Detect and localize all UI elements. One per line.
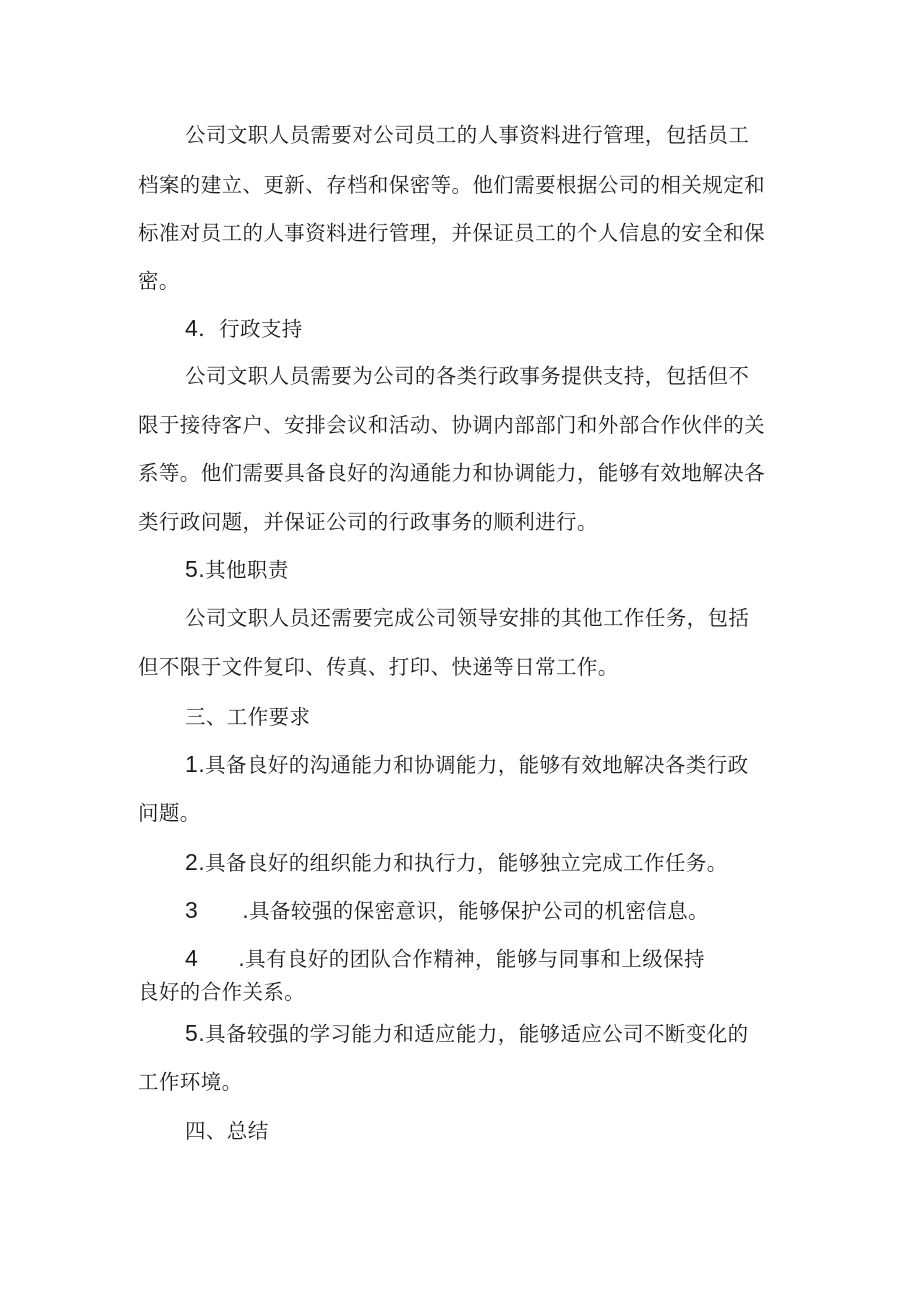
heading-text: ．行政支持 [198,317,303,341]
requirement-item [185,848,728,877]
section-heading [185,314,303,343]
paragraph-line: 系等。他们需要具备良好的沟通能力和协调能力，能够有效地解决各 [138,461,765,485]
requirement-item [185,944,705,973]
item-text: .具备良好的组织能力和执行力，能够独立完成工作任务。 [198,851,728,875]
heading-number: 4 [185,315,199,341]
item-number: 5 [185,1020,199,1046]
paragraph-line: 档案的建立、更新、存档和保密等。他们需要根据公司的相关规定和 [138,173,765,197]
paragraph-line: 良好的合作关系。 [138,980,306,1004]
section-heading [185,555,289,584]
section-title: 四、总结 [185,1119,269,1143]
item-text: .具备良好的沟通能力和协调能力，能够有效地解决各类行政 [198,753,749,777]
requirement-item [185,750,749,779]
paragraph-line: 工作环境。 [138,1070,243,1094]
paragraph-line: 公司文职人员需要对公司员工的人事资料进行管理，包括员工 [185,123,750,147]
paragraph-line: 密。 [138,269,180,293]
item-text: .具备较强的保密意识，能够保护公司的机密信息。 [242,899,709,923]
paragraph-line: 问题。 [138,801,201,825]
item-number: 1 [185,751,199,777]
item-number: 3 [185,897,199,923]
item-number: 4 [185,945,199,971]
paragraph-line: 限于接待客户、安排会议和活动、协调内部部门和外部合作伙伴的关 [138,413,765,437]
item-number: 2 [185,849,199,875]
requirement-item [185,1019,749,1048]
paragraph-line: 公司文职人员还需要完成公司领导安排的其他工作任务，包括 [185,606,750,630]
heading-text: .其他职责 [198,558,289,582]
section-title: 三、工作要求 [185,705,311,729]
heading-number: 5 [185,556,199,582]
paragraph-line: 类行政问题，并保证公司的行政事务的顺利进行。 [138,510,598,534]
paragraph-line: 标准对员工的人事资料进行管理，并保证员工的个人信息的安全和保 [138,221,765,245]
item-text: .具有良好的团队合作精神，能够与同事和上级保持 [238,947,705,971]
paragraph-line: 但不限于文件复印、传真、打印、快递等日常工作。 [138,655,619,679]
paragraph-line: 公司文职人员需要为公司的各类行政事务提供支持，包括但不 [185,364,750,388]
item-text: .具备较强的学习能力和适应能力，能够适应公司不断变化的 [198,1022,749,1046]
requirement-item [185,896,709,925]
